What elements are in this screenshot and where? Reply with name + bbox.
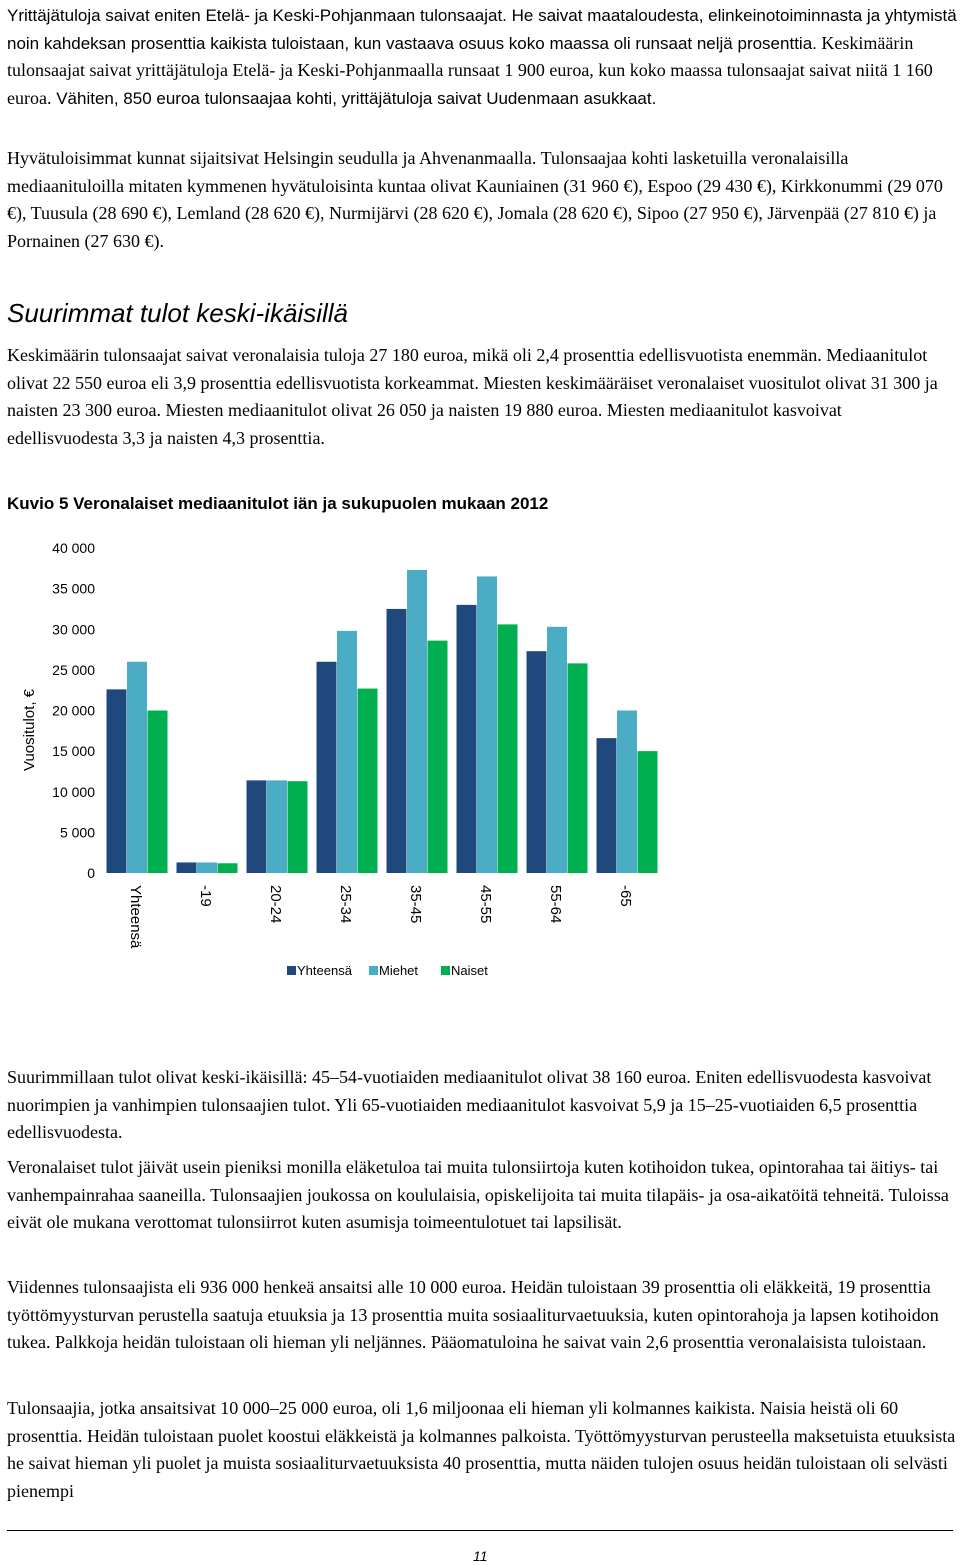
x-tick-label: 45-55 xyxy=(477,885,494,924)
bar-naiset-7 xyxy=(638,751,658,873)
bar-yhteensä-2 xyxy=(247,780,267,873)
bar-miehet-5 xyxy=(477,576,497,873)
bar-naiset-0 xyxy=(148,711,168,874)
x-tick-label: 55-64 xyxy=(547,885,564,924)
x-tick-label: 25-34 xyxy=(337,885,354,924)
x-tick-label: -65 xyxy=(617,885,634,907)
page-number: 11 xyxy=(473,1548,488,1564)
bar-yhteensä-0 xyxy=(107,689,127,873)
legend-label-yhteensä: Yhteensä xyxy=(297,963,352,978)
bar-naiset-5 xyxy=(498,624,518,873)
y-tick-label: 35 000 xyxy=(52,580,95,597)
bar-miehet-4 xyxy=(407,570,427,873)
after-paragraph-4: Tulonsaajia, jotka ansaitsivat 10 000–25 000 euroa, oli 1,6 miljoonaa eli hieman yli kolmannes kaikista. Naisia heistä oli 60 prosenttia. Heidän tuloistaan puolet koostui eläkkeistä ja kolmannes palkoista. Työttömyysturvan perusteella maksetuista etuuksista he saivat hieman yli puolet ja muista sosiaaliturvaetuuksista 40 prosenttia, mutta näiden tulojen osuus heidän tuloistaan oli selvästi pienempi xyxy=(7,1398,956,1501)
bar-yhteensä-5 xyxy=(457,605,477,873)
y-tick-label: 30 000 xyxy=(52,621,95,638)
y-tick-label: 0 xyxy=(87,865,95,881)
legend-label-miehet: Miehet xyxy=(379,963,419,978)
bar-naiset-6 xyxy=(568,663,588,873)
bar-naiset-2 xyxy=(288,781,308,873)
bar-yhteensä-7 xyxy=(597,738,617,873)
legend-label-naiset: Naiset xyxy=(451,963,488,978)
legend xyxy=(287,963,488,978)
y-axis-label: Vuositulot, € xyxy=(21,689,38,771)
legend-swatch-miehet xyxy=(369,966,378,975)
x-tick-label: Yhteensä xyxy=(127,885,144,949)
after-paragraph-3: Viidennes tulonsaajista eli 936 000 henkeä ansaitsi alle 10 000 euroa. Heidän tuloistaan 39 prosenttia oli eläkkeitä, 19 prosenttia työttömyysturvan perustella saatuja etuuksia ja 13 prosenttia muita sosiaaliturvaetuuksia, kuten opintorahoja ja lapsen kotihoidon tukea. Palkkoja heidän tuloistaan oli hieman yli neljännes. Pääomatuloina he saivat vain 2,6 prosenttia veronalaisista tuloistaan. xyxy=(7,1277,939,1352)
intro-paragraph-2: Hyvätuloisimmat kunnat sijaitsivat Helsingin seudulla ja Ahvenanmaalla. Tulonsaajaa kohti lasketuilla veronalaisilla mediaanituloilla mitaten kymmenen hyvätuloisinta kuntaa olivat Kauniainen (31 960 €), Espoo (29 430 €), Kirkkonummi (29 070 €), Tuusula (28 690 €), Lemland (28 620 €), Nurmijärvi (28 620 €), Jomala (28 620 €), Sipoo (27 950 €), Järvenpää (27 810 €) ja Pornainen (27 630 €). xyxy=(7,148,943,251)
y-axis-label-group xyxy=(21,688,38,771)
x-tick-label: -19 xyxy=(197,885,214,907)
bar-miehet-6 xyxy=(547,627,567,873)
bar-naiset-4 xyxy=(428,641,448,873)
bar-naiset-1 xyxy=(218,863,238,873)
bar-chart xyxy=(0,530,960,990)
bar-miehet-2 xyxy=(267,780,287,873)
y-tick-label: 40 000 xyxy=(52,540,95,556)
y-tick-label: 10 000 xyxy=(52,783,95,800)
bar-naiset-3 xyxy=(358,689,378,873)
x-tick-label: 20-24 xyxy=(267,885,284,924)
section-heading: Suurimmat tulot keski-ikäisillä xyxy=(7,298,348,328)
intro-p1-part-b: Keskimäärin tulonsaajat saivat yrittäjätuloja Etelä- ja Keski-Pohjanmaalla runsaat 1 900 euroa, kun koko maassa tulonsaajat saivat niitä 1 160 euroa. xyxy=(7,32,933,108)
bar-yhteensä-4 xyxy=(387,609,407,873)
legend-swatch-naiset xyxy=(441,966,450,975)
bar-yhteensä-6 xyxy=(527,651,547,873)
after-paragraph-1: Suurimmillaan tulot olivat keski-ikäisillä: 45–54-vuotiaiden mediaanitulot olivat 38 160 euroa. Eniten edellisvuodesta kasvoivat nuorimpien ja vanhimpien tulonsaajien tulot. Yli 65-vuotiaiden mediaanitulot kasvoivat 5,9 ja 15–25-vuotiaiden 6,5 prosenttia edellisvuodesta. xyxy=(7,1067,932,1142)
y-tick-label: 20 000 xyxy=(52,702,95,719)
y-ticks xyxy=(52,540,95,881)
x-tick-labels xyxy=(127,885,634,949)
bar-yhteensä-3 xyxy=(317,662,337,873)
bar-miehet-1 xyxy=(197,862,217,873)
x-tick-label: 35-45 xyxy=(407,885,424,924)
bar-miehet-0 xyxy=(127,662,147,873)
bar-yhteensä-1 xyxy=(177,862,197,873)
intro-p1-part-c: Vähiten, 850 euroa tulonsaajaa kohti, yrittäjätuloja saivat Uudenmaan asukkaat. xyxy=(51,88,657,108)
bar-miehet-3 xyxy=(337,631,357,873)
footer-rule xyxy=(7,1530,953,1531)
y-tick-label: 15 000 xyxy=(52,743,95,760)
y-tick-label: 25 000 xyxy=(52,661,95,678)
y-tick-label: 5 000 xyxy=(59,824,95,841)
section-paragraph-1: Keskimäärin tulonsaajat saivat veronalaisia tuloja 27 180 euroa, mikä oli 2,4 prosenttia edellisvuotista enemmän. Mediaanitulot olivat 22 550 euroa eli 3,9 prosenttia edellisvuotista korkeammat. Miesten keskimääräiset veronalaiset vuositulot olivat 31 300 ja naisten 23 300 euroa. Miesten mediaanitulot olivat 26 050 ja naisten 19 880 euroa. Miesten mediaanitulot kasvoivat edellisvuodesta 3,3 ja naisten 4,3 prosenttia. xyxy=(7,345,938,448)
intro-p1-part-a: Yrittäjätuloja saivat eniten Etelä- ja Keski-Pohjanmaan tulonsaajat. He saivat maataloudesta, elinkeinotoiminnasta ja yhtymistä noin kahdeksan prosenttia kaikista tuloistaan, kun vastaava osuus koko maassa oli runsaat neljä prosenttia. xyxy=(7,6,957,53)
figure-caption: Kuvio 5 Veronalaiset mediaanitulot iän ja sukupuolen mukaan 2012 xyxy=(7,494,549,513)
after-paragraph-2: Veronalaiset tulot jäivät usein pieniksi monilla eläketuloa tai muita tulonsiirtoja kuten kotihoidon tukea, opintorahaa tai äitiys- tai vanhempainrahaa saaneilla. Tulonsaajien joukossa on koululaisia, opiskelijoita tai muita tilapäis- ja osa-aikatöitä tehneitä. Tuloissa eivät ole mukana verottomat tulonsiirrot kuten asumisja toimeentulotuet tai lapsilisät. xyxy=(7,1157,949,1232)
bar-miehet-7 xyxy=(617,711,637,874)
legend-swatch-yhteensä xyxy=(287,966,296,975)
bars xyxy=(107,570,658,873)
intro-paragraph-1 xyxy=(7,2,957,112)
